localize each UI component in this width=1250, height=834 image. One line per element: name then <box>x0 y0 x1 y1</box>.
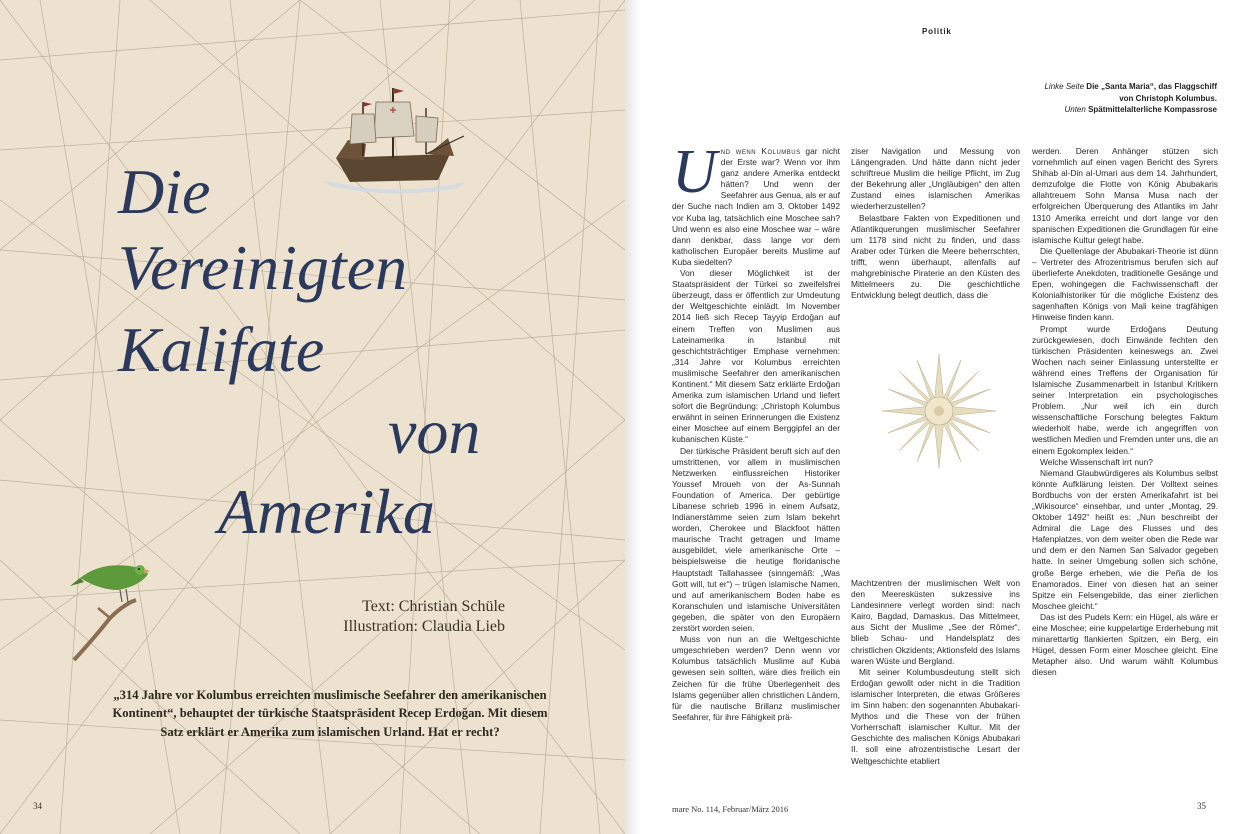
title-line-3: Kalifate <box>118 314 325 385</box>
title-line-4: von <box>388 396 481 467</box>
title-line-5: Amerika <box>218 476 435 547</box>
author-credit: Text: Christian Schüle <box>362 598 505 615</box>
paragraph: Das ist des Pudels Kern: ein Hügel, als wäre er eine Moschee; eine kuppelartige Erderhebung mit minarettartig flankierten Spitzen, ein Berg, ein Hügel, dessen Form einer Moschee gleicht. Eine Metapher also. Und warum wählt Kolumbus diesen <box>1032 611 1218 678</box>
paragraph: Prompt wurde Erdoğans Deutung zurückgewiesen, doch Einwände fechten den türkischen Präsidenten keineswegs an. Zwei Wochen nach seiner Einlassung unterstellte er während eines Treffens der Organisation für Islamische Zusammenarbeit in Istanbul Kritikern seiner Interpretation ein psychologisches Problem. „Nur weil ich ein durch wissenschaftliche Forschung belegtes Faktum wiederholt habe, werde ich angegriffen von westlichen Medien und Fremden unter uns, die an einem Egokomplex leiden.“ <box>1032 323 1218 456</box>
magazine-issue-info: mare No. 114, Februar/März 2016 <box>672 804 789 814</box>
paragraph <box>672 138 840 268</box>
text-column-2-top <box>851 146 1020 301</box>
paragraph: Belastbare Fakten von Expeditionen und Atlantikquerungen muslimischer Seefahrer um 1178 sind nicht zu finden, und dass Araber oder Türken die Meere beherrschten, trifft, wenn überhaupt, allenfalls auf mahgrebinische Piraterie an den Küsten des Mittelmeers zu. Die geschichtliche Entwicklung belegt deutlich, dass die <box>851 212 1020 301</box>
paragraph: Welche Wissenschaft irrt nun? <box>1040 456 1153 467</box>
drop-cap: U <box>672 138 717 206</box>
section-label: Politik <box>922 27 952 36</box>
page-number-right: 35 <box>1197 801 1206 811</box>
parrot-on-branch-illustration <box>70 556 165 666</box>
paragraph: werden. Deren Anhänger stützen sich vornehmlich auf einen vagen Bericht des Syrers Shihab al-Din al-Umari aus dem 14. Jahrhundert, demzufolge die Flotte von König Abubakaris allahtreuem Sohn Mansa Musa nach der erfolgreichen Überquerung des Atlantiks im Jahr 1310 Amerika erreicht und dort lange vor den spanischen Expeditionen die Grundlagen für eine islamische Kultur gelegt habe. <box>1032 146 1218 245</box>
text-column-1 <box>672 138 840 723</box>
compass-rose-illustration <box>880 352 998 470</box>
page-number-left: 34 <box>33 801 42 811</box>
paragraph: ziser Navigation und Messung von Längengraden. Und hätte dann nicht jeder schriftreue Muslim die heilige Pflicht, im Zug der Bekehrung aller „Ungläubigen“ den alten Zustand eines islamischen Amerikas wiederherzustellen? <box>851 146 1020 212</box>
gutter-shadow <box>625 0 641 834</box>
caption-label-left: Linke Seite <box>1044 82 1085 91</box>
title-line-2: Vereinigten <box>118 232 408 303</box>
paragraph: Mit seiner Kolumbusdeutung stellt sich Erdoğan gewollt oder nicht in die Tradition islamischer Interpreten, die etwas Größeres im Sinn haben: den sogenannten Abubakari-Mythos und die These von der frühen Vorherrschaft islamischer Kultur. Mit der Geschichte des malischen Königs Abubakari II. soll eine afrozentristische Lesart der Weltgeschichte etabliert <box>851 666 1020 766</box>
paragraph: Die Quellenlage der Abubakari-Theorie ist dünn – Vertreter des Afrozentrismus berufen sich auf überlieferte Anekdoten, traditionelle Gesänge und Epen, wohingegen die Fachwissenschaft der Kolonialhistoriker für die mögliche Existenz des sagenhaften Königs von Mali keine tragfähigen Hinweise finden kann. <box>1032 245 1218 323</box>
paragraph: Machtzentren der muslimischen Welt von den Meeresküsten sukzessive ins Landesinnere verlegt worden sind: nach Kairo, Bagdad, Damaskus. Das Mittelmeer, aus Sicht der Muslime „See der Römer“, blieb Schau- und Handelsplatz des christlichen Okzidents; Aktionsfeld des Islams waren Wüste und Bergland. <box>851 578 1020 666</box>
ship-illustration <box>318 80 468 200</box>
standfirst: „314 Jahre vor Kolumbus erreichten muslimische Seefahrer den amerikanischen Kontinent“, behauptet der türkische Staatspräsident Recep Erdoğan. Mit diesem Satz erklärt er Amerika zum islamischen Urland. Hat er recht? <box>112 688 548 739</box>
image-caption <box>1035 81 1217 116</box>
title-line-1: Die <box>118 156 211 227</box>
paragraph: Von dieser Möglichkeit ist der Staatspräsident der Türkei so zweifelsfrei überzeugt, dass er öffentlich zur Umdeutung der Weltgeschichte einlädt. Im November 2014 ließ sich Recep Tayyip Erdoğan auf einem Treffen von Muslimen aus Lateinamerika in Istanbul mit geschichtsträchtiger Emphase vernehmen: „314 Jahre vor Kolumbus erreichten muslimische Seefahrer den amerikanischen Kontinent.“ Mit diesem Satz erklärte Erdoğan Amerika zum islamischen Urland und liefert sofort die Begründung: „Christoph Kolumbus erwähnt in seinen Erinnerungen die Existenz einer Moschee auf einem Berggipfel an der kubanischen Küste.“ <box>672 268 840 445</box>
caption-text-below: Spätmittelalterliche Kompassrose <box>1088 105 1217 115</box>
lead-in: nd wenn Kolumbus <box>720 146 801 156</box>
caption-label-below: Unten <box>1064 105 1086 115</box>
illustrator-credit: Illustration: Claudia Lieb <box>343 618 505 635</box>
caption-text-left: Die „Santa Maria“, das Flaggschiff von Christoph Kolumbus. <box>1086 82 1217 103</box>
paragraph-text: gar nicht der Erste war? Wenn vor ihm ganz andere Amerika entdeckt hätten? Und wenn der Seefahrer aus Genua, als er auf der Suche nach Indien am 3. Oktober 1492 vor Kuba lag, tatsächlich eine Moschee sah? Und wenn es also eine Moschee war – wäre dann denkbar, dass lange vor dem katholischen Europäer bereits Muslime auf Kuba siedelten? <box>672 146 840 267</box>
paragraph: Der türkische Präsident beruft sich auf den umstrittenen, vor allem in muslimischen Netzwerken einflussreichen Historiker Youssef Mroueh von der As-Sunnah Foundation of America. Der gebürtige Libanese schrieb 1996 in einem Aufsatz, Indianerstämme seien zum Islam bekehrt worden, Cherokee und Blackfoot hätten maurische Tracht getragen und Imame ausgebildet, viele amerikanische Orte – beispielsweise die heutige floridanische Hauptstadt Tallahassee (sinngemäß: „Was Gott will, tut er“) – trügen islamische Namen, und auf amerikanischem Boden habe es Koranschulen und islamische Universitäten gegeben, die später von den Europäern zerstört worden seien. <box>672 445 840 634</box>
text-column-2-bottom <box>851 578 1020 767</box>
paragraph: Niemand Glaubwürdigeres als Kolumbus selbst könnte Aufklärung leisten. Der Volltext seines Bordbuchs von der ersten Amerikafahrt ist bei „Wikisource“ einsehbar, und unter „Montag, 29. Oktober 1492“ heißt es: „Nun beschreibt der Admiral die Lage des Flusses und des Hafenplatzes, von dem weiter oben die Rede war und dem er den Namen San Salvador gegeben hatte. In seiner Umgebung sollen sich schöne, große Berge erheben, wie die Peña de los Enamorados. Einer von diesen hat an seiner Spitze ein Felsengebilde, das einer zierlichen Moschee gleicht.“ <box>1032 467 1218 611</box>
text-column-3 <box>1032 146 1218 679</box>
paragraph: Muss von nun an die Weltgeschichte umgeschrieben werden? Denn wenn vor Kolumbus tatsächlich Muslime auf Kuba gewesen sein sollten, wäre dies freilich ein Zeichen für die frühe Überlegenheit des Islams gegenüber allen christlichen Ländern, für die nautische Brillanz muslimischer Seefahrer, für ihre Fähigkeit prä- <box>672 634 840 722</box>
